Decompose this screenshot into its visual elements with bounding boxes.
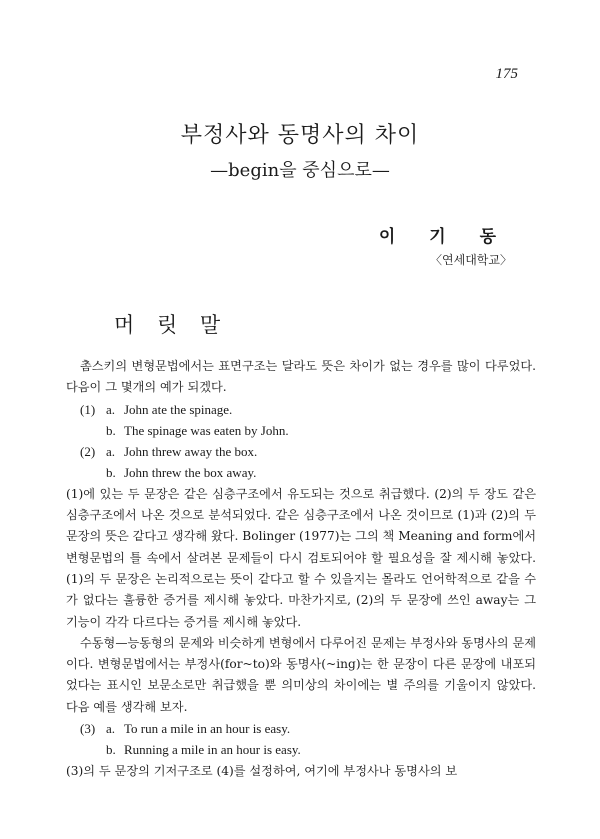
example-text: The spinage was eaten by John. [124, 422, 289, 438]
example-letter: b. [106, 742, 116, 758]
example-letter: a. [106, 401, 116, 417]
author-affiliation: 〈연세대학교〉 [430, 253, 512, 267]
example-text: John threw away the box. [124, 444, 258, 460]
example-number: (1) [80, 401, 96, 417]
author-name: 이 기 동 [378, 227, 510, 247]
example-text: John threw the box away. [124, 465, 257, 481]
paragraph-4: (3)의 두 문장의 기저구조로 (4)를 설정하여, 여기에 부정사나 동명사의 보 [66, 763, 458, 778]
page-number: 175 [495, 66, 518, 82]
example-1a [66, 399, 536, 420]
paper-subtitle: —begin을 중심으로— [210, 160, 390, 181]
example-2b [66, 462, 536, 483]
example-text: To run a mile in an hour is easy. [124, 721, 291, 737]
body-text [66, 356, 536, 782]
example-text: John ate the spinage. [124, 401, 233, 417]
section-heading: 머 릿 말 [114, 313, 229, 337]
paragraph-1: 촘스키의 변형문법에서는 표면구조는 달라도 뜻은 차이가 없는 경우를 많이 다루었다. 다음이 그 몇개의 예가 되겠다. [66, 359, 536, 395]
example-letter: a. [106, 721, 116, 737]
example-letter: b. [106, 422, 116, 438]
example-number: (3) [80, 721, 96, 737]
example-letter: b. [106, 465, 116, 481]
example-number: (2) [80, 444, 96, 460]
paragraph-2: (1)에 있는 두 문장은 같은 심층구조에서 유도되는 것으로 취급했다. (2)의 두 장도 같은 심층구조에서 나온 것으로 분석되었다. 같은 심층구조에서 나온 것이므로 (1)과 (2)의 두 문장의 뜻은 같다고 생각해 왔다. Bolinger (1977)는 그의 책 Meaning and form에서 변형문법의 틀 속에서 살려본 문제들이 다시 검토되어야 할 필요성을 잘 제시해 놓았다. (1)의 두 문장은 논리적으로는 뜻이 같다고 할 수 있을지는 몰라도 언어학적으로 같을 수가 없다는 훌륭한 증거를 제시해 놓았다. 마찬가지로, (2)의 두 문장에 쓰인 away는 그 기능이 각각 다르다는 증거를 제시해 놓았다. [66, 486, 536, 629]
paragraph-3: 수동형—능동형의 문제와 비슷하게 변형에서 다루어진 문제는 부정사와 동명사의 문제이다. 변형문법에서는 부정사(for~to)와 동명사(~ing)는 한 문장이 다른 문장에 내포되었다는 표시인 보문소로만 취급했을 뿐 의미상의 차이에는 별 주의를 기울이지 않았다. 다음 예를 생각해 보자. [66, 635, 536, 714]
example-3a [66, 718, 536, 739]
example-text: Running a mile in an hour is easy. [124, 742, 301, 758]
example-letter: a. [106, 444, 116, 460]
example-2a [66, 441, 536, 462]
example-1b [66, 420, 536, 441]
paper-title: 부정사와 동명사의 차이 [180, 123, 420, 148]
example-3b [66, 739, 536, 760]
